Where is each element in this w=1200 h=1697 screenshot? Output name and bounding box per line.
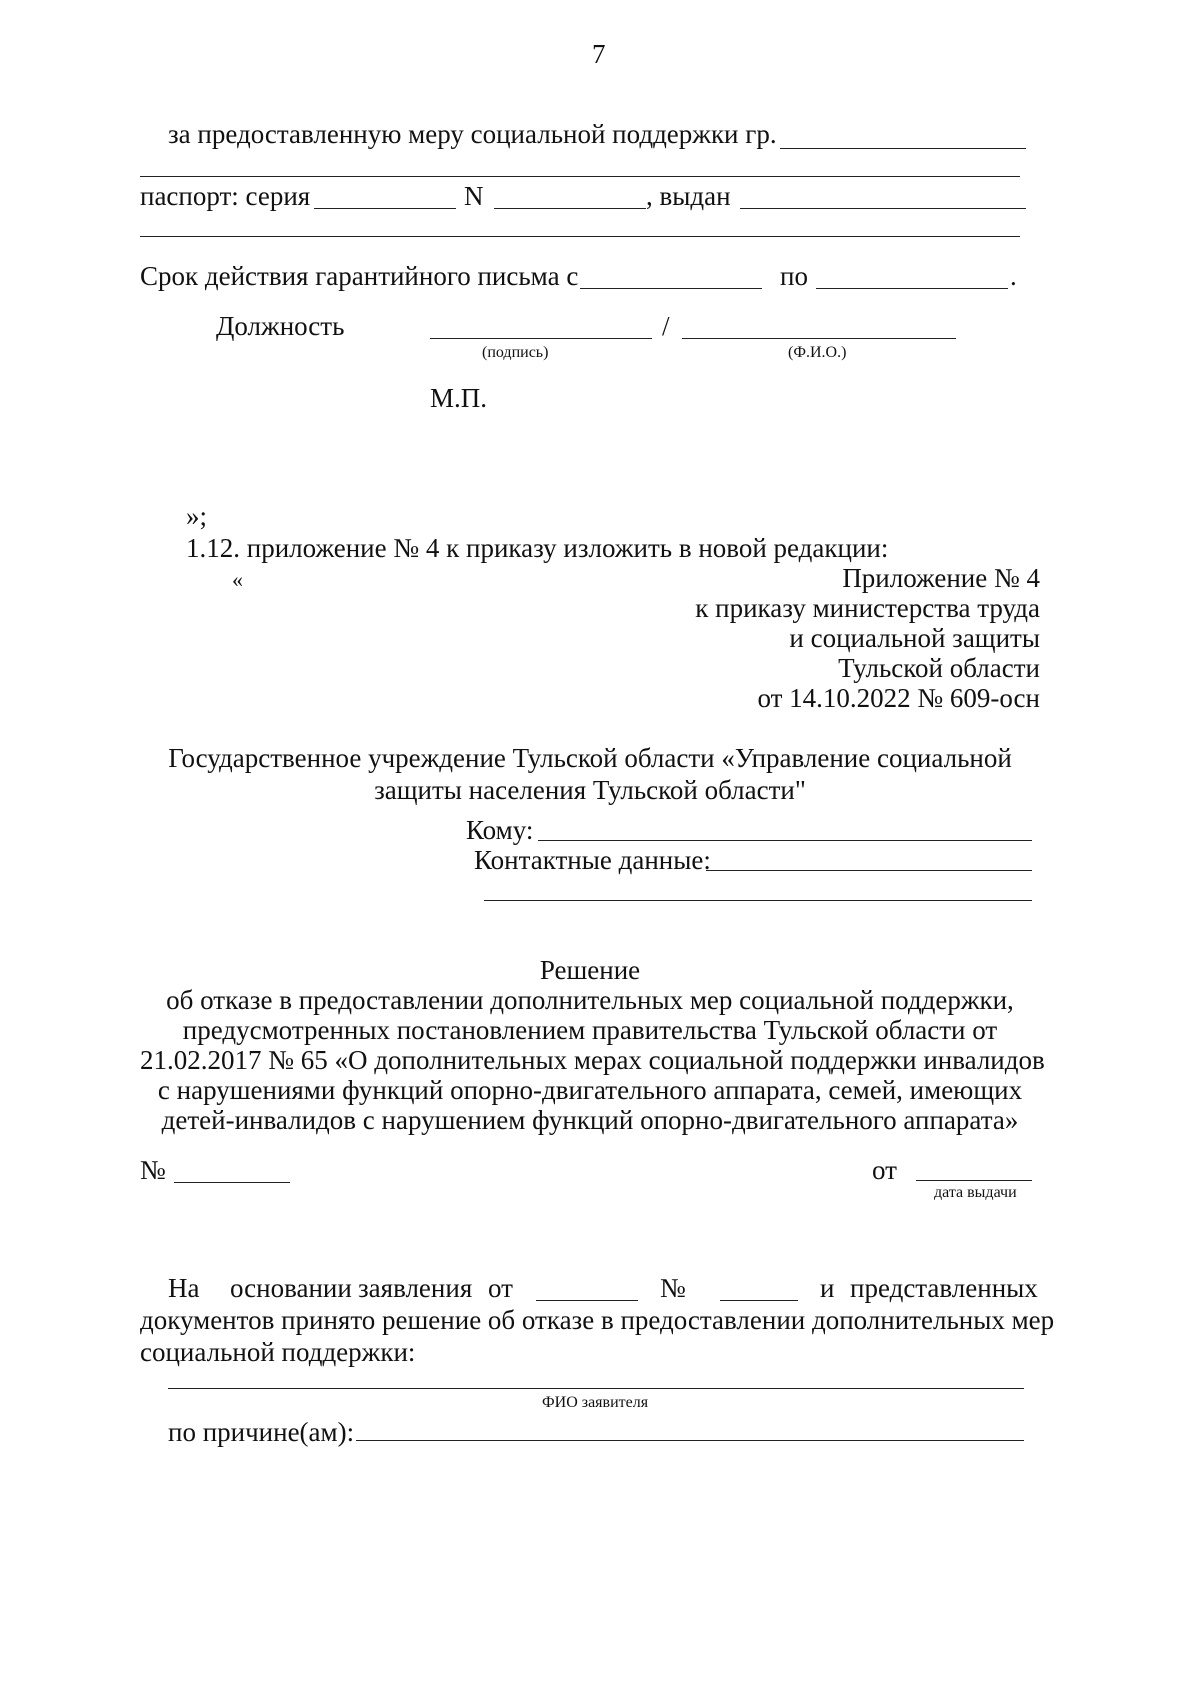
application-date-blank xyxy=(536,1300,638,1301)
applicant-name-caption: ФИО заявителя xyxy=(542,1394,649,1411)
decision-number-blank xyxy=(174,1182,290,1183)
body-word-basis: основании xyxy=(230,1273,352,1303)
body-word-number: № xyxy=(660,1273,686,1303)
contacts-label: Контактные данные: xyxy=(474,845,711,875)
position-label: Должность xyxy=(216,311,345,341)
fio-blank xyxy=(682,338,956,339)
amendment-item: 1.12. приложение № 4 к приказу изложить в новой редакции: xyxy=(186,533,889,563)
passport-issued-blank-continued xyxy=(140,236,1020,237)
institution-name: Государственное учреждение Тульской области «Управление социальной xyxy=(168,743,1012,773)
application-number-blank xyxy=(720,1300,798,1301)
appendix-title: Приложение № 4 xyxy=(842,563,1040,593)
decision-subject-line-1: об отказе в предоставлении дополнительных мер социальной поддержки, xyxy=(166,985,1014,1015)
body-word-application: заявления xyxy=(358,1273,473,1303)
passport-issued-blank xyxy=(740,208,1026,209)
signature-caption: (подпись) xyxy=(482,344,549,361)
appendix-order: к приказу министерства труда xyxy=(695,593,1040,623)
validity-period: . xyxy=(1010,261,1017,291)
institution-name-continued: защиты населения Тульской области" xyxy=(374,775,806,805)
passport-number-blank xyxy=(494,208,646,209)
passport-issued-label: , выдан xyxy=(646,181,731,211)
appendix-region: Тульской области xyxy=(838,653,1040,683)
stamp-place: М.П. xyxy=(430,383,488,413)
signature-blank xyxy=(430,338,652,339)
validity-end-blank xyxy=(816,288,1008,289)
body-word-on: На xyxy=(168,1273,200,1303)
closing-quote: »; xyxy=(186,501,208,531)
body-line-3: социальной поддержки: xyxy=(140,1337,416,1367)
body-word-and: и xyxy=(820,1273,835,1303)
validity-start-blank xyxy=(580,288,762,289)
decision-subject-line-5: детей-инвалидов с нарушением функций опорно-двигательного аппарата» xyxy=(161,1105,1019,1135)
appendix-ministry: и социальной защиты xyxy=(789,623,1040,653)
decision-subject-line-4: с нарушениями функций опорно-двигательного аппарата, семей, имеющих xyxy=(157,1075,1023,1105)
support-recipient-label: за предоставленную меру социальной поддержки гр. xyxy=(168,119,777,149)
validity-label: Срок действия гарантийного письма с xyxy=(140,261,579,291)
decision-number-label: № xyxy=(140,1155,166,1185)
decision-subject-line-2: предусмотренных постановлением правительства Тульской области от xyxy=(182,1015,998,1045)
body-word-submitted: представленных xyxy=(850,1273,1038,1303)
decision-date-blank xyxy=(916,1180,1032,1181)
applicant-name-blank xyxy=(168,1388,1024,1389)
contacts-blank-continued xyxy=(484,900,1032,901)
reason-label: по причине(ам): xyxy=(168,1417,355,1447)
date-issued-caption: дата выдачи xyxy=(934,1184,1017,1201)
passport-number-label: N xyxy=(464,181,484,211)
decision-date-label: от xyxy=(872,1155,897,1185)
validity-to-label: по xyxy=(780,261,808,291)
decision-title: Решение xyxy=(539,955,641,985)
recipient-blank-continued xyxy=(140,176,1020,177)
opening-quote: « xyxy=(232,567,243,592)
reason-blank xyxy=(356,1440,1024,1441)
addressee-blank xyxy=(538,840,1032,841)
decision-subject-line-3: 21.02.2017 № 65 «О дополнительных мерах социальной поддержки инвалидов xyxy=(140,1045,1045,1075)
page-number: 7 xyxy=(592,39,606,69)
passport-series-label: паспорт: серия xyxy=(140,181,311,211)
passport-series-blank xyxy=(314,208,456,209)
body-line-2: документов принято решение об отказе в предоставлении дополнительных мер xyxy=(140,1305,1055,1335)
signature-slash: / xyxy=(662,311,670,341)
fio-caption: (Ф.И.О.) xyxy=(788,344,847,361)
appendix-date: от 14.10.2022 № 609-осн xyxy=(757,683,1040,713)
recipient-blank xyxy=(780,148,1026,149)
contacts-blank xyxy=(706,870,1032,871)
body-word-from: от xyxy=(488,1273,513,1303)
addressee-label: Кому: xyxy=(466,815,534,845)
